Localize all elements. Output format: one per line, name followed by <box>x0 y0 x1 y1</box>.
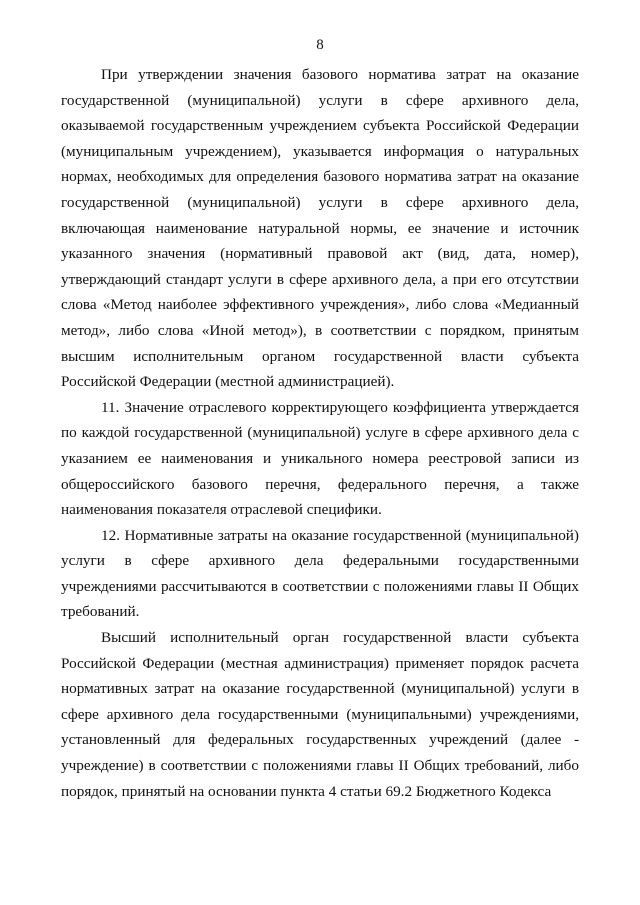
paragraph-natural-norms: При утверждении значения базового норматива затрат на оказание государственной (муниципальной) услуги в сфере архивного дела, оказываемой государственным учреждением субъекта Российской Федерации (муниципальным учреждением), указывается информация о натуральных нормах, необходимых для определения базового норматива затрат на оказание государственной (муниципальной) услуги в сфере архивного дела, включающая наименование натуральной нормы, ее значение и источник указанного значения (нормативный правовой акт (вид, дата, номер), утверждающий стандарт услуги в сфере архивного дела, а при его отсутствии слова «Метод наиболее эффективного учреждения», либо слова «Медианный метод», либо слова «Иной метод»), в соответствии с порядком, принятым высшим исполнительным органом государственной власти субъекта Российской Федерации (местной администрацией). <box>61 66 579 391</box>
paragraph-11-industry-coefficient: 11. Значение отраслевого корректирующего коэффициента утверждается по каждой государственной (муниципальной) услуге в сфере архивного дела с указанием ее наименования и уникального номера реестровой записи из общероссийского базового перечня, федерального перечня, а также наименования показателя отраслевой специфики. <box>61 398 579 519</box>
page-number: 8 <box>316 37 324 53</box>
paragraph-calculation-procedure: Высший исполнительный орган государственной власти субъекта Российской Федерации (местная администрация) применяет порядок расчета нормативных затрат на оказание государственной (муниципальной) услуги в сфере архивного дела государственными (муниципальными) учреждениями, установленный для федеральных государственных учреждений (далее - учреждение) в соответствии с положениями главы II Общих требований, либо порядок, принятый на основании пункта 4 статьи 69.2 Бюджетного Кодекса <box>61 629 579 800</box>
paragraph-12-normative-costs: 12. Нормативные затраты на оказание государственной (муниципальной) услуги в сфере архивного дела федеральными государственными учреждениями рассчитываются в соответствии с положениями главы II Общих требований. <box>61 526 579 621</box>
document-body <box>61 62 579 804</box>
